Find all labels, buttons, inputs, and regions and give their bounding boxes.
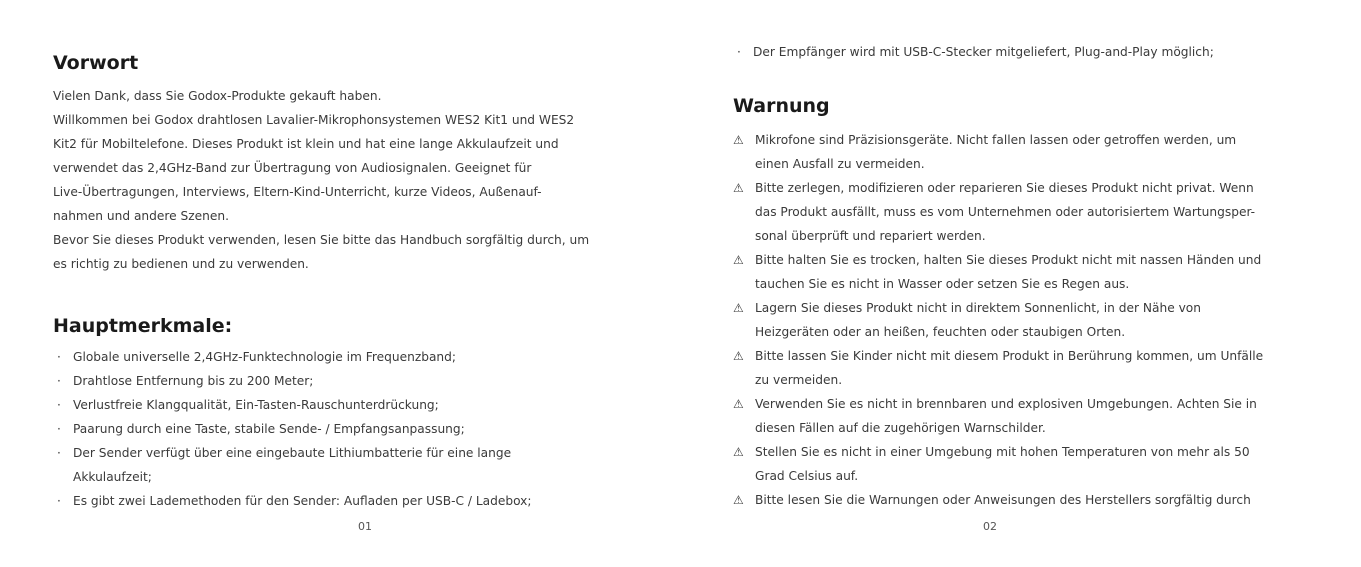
text-line: Bevor Sie dieses Produkt verwenden, lesen Sie bitte das Handbuch sorgfältig durch, um [53, 233, 590, 247]
list-item-line: Drahtlose Entfernung bis zu 200 Meter; [73, 374, 314, 388]
warning-triangle-icon: ⚠ [733, 181, 744, 195]
warning-item [733, 296, 1263, 344]
warning-item-line: zu vermeiden. [755, 373, 843, 387]
warning-item-line: Lagern Sie dieses Produkt nicht in direktem Sonnenlicht, in der Nähe von [755, 301, 1201, 315]
warning-item-line: sonal überprüft und repariert werden. [755, 229, 986, 243]
list-item-line: Akkulaufzeit; [73, 470, 152, 484]
list-item [53, 441, 531, 489]
warning-item [733, 344, 1263, 392]
warning-item [733, 248, 1263, 296]
warning-item-line: Bitte zerlegen, modifizieren oder reparieren Sie dieses Produkt nicht privat. Wenn [755, 181, 1254, 195]
bullet-icon: · [57, 374, 61, 388]
bullet-icon: · [737, 45, 741, 59]
warnings-list [733, 128, 1263, 512]
warning-item-line: Heizgeräten oder an heißen, feuchten oder staubigen Orten. [755, 325, 1126, 339]
bullet-icon: · [57, 446, 61, 460]
features-list [53, 345, 531, 513]
list-item [53, 489, 531, 513]
warning-triangle-icon: ⚠ [733, 253, 744, 267]
list-item-line: Verlustfreie Klangqualität, Ein-Tasten-Rauschunterdrückung; [73, 398, 439, 412]
warning-item-line: Verwenden Sie es nicht in brennbaren und explosiven Umgebungen. Achten Sie in [755, 397, 1257, 411]
list-item [53, 417, 531, 441]
page-number-right: 02 [983, 520, 997, 533]
text-line: verwendet das 2,4GHz-Band zur Übertragung von Audiosignalen. Geeignet für [53, 161, 532, 175]
vorwort-heading: Vorwort [53, 52, 139, 74]
bullet-icon: · [57, 398, 61, 412]
warning-triangle-icon: ⚠ [733, 133, 744, 147]
warning-triangle-icon: ⚠ [733, 493, 744, 507]
warning-item [733, 392, 1263, 440]
warning-triangle-icon: ⚠ [733, 445, 744, 459]
warning-item-line: das Produkt ausfällt, muss es vom Unternehmen oder autorisiertem Wartungsper- [755, 205, 1256, 219]
warning-item [733, 176, 1263, 248]
warning-item-line: Grad Celsius auf. [755, 469, 859, 483]
warning-item-line: tauchen Sie es nicht in Wasser oder setzen Sie es Regen aus. [755, 277, 1130, 291]
warnung-heading: Warnung [733, 95, 830, 117]
warning-item [733, 488, 1263, 512]
list-item [53, 369, 531, 393]
warning-triangle-icon: ⚠ [733, 349, 744, 363]
list-item-line: Paarung durch eine Taste, stabile Sende- / Empfangsanpassung; [73, 422, 465, 436]
text-line: Live-Übertragungen, Interviews, Eltern-Kind-Unterricht, kurze Videos, Außenauf- [53, 185, 542, 199]
receiver-list [733, 40, 1214, 64]
warning-item-line: Stellen Sie es nicht in einer Umgebung mit hohen Temperaturen von mehr als 50 [755, 445, 1250, 459]
text-line: Vielen Dank, dass Sie Godox-Produkte gekauft haben. [53, 89, 382, 103]
warning-item-line: einen Ausfall zu vermeiden. [755, 157, 925, 171]
warning-triangle-icon: ⚠ [733, 397, 744, 411]
list-item-line: Globale universelle 2,4GHz-Funktechnologie im Frequenzband; [73, 350, 456, 364]
warning-triangle-icon: ⚠ [733, 301, 744, 315]
list-item [53, 345, 531, 369]
warning-item-line: Bitte lesen Sie die Warnungen oder Anweisungen des Herstellers sorgfältig durch [755, 493, 1251, 507]
vorwort-text [53, 84, 589, 276]
text-line: Kit2 für Mobiltelefone. Dieses Produkt ist klein und hat eine lange Akkulaufzeit und [53, 137, 559, 151]
warning-item [733, 440, 1263, 488]
bullet-icon: · [57, 350, 61, 364]
text-line: nahmen und andere Szenen. [53, 209, 229, 223]
list-item-line: Der Sender verfügt über eine eingebaute Lithiumbatterie für eine lange [73, 446, 512, 460]
warning-item-line: diesen Fällen auf die zugehörigen Warnschilder. [755, 421, 1046, 435]
text-line: es richtig zu bedienen und zu verwenden. [53, 257, 309, 271]
warning-item [733, 128, 1263, 176]
text-line: Willkommen bei Godox drahtlosen Lavalier-Mikrophonsystemen WES2 Kit1 und WES2 [53, 113, 575, 127]
bullet-icon: · [57, 422, 61, 436]
bullet-icon: · [57, 494, 61, 508]
list-item [53, 393, 531, 417]
hauptmerkmale-heading: Hauptmerkmale: [53, 315, 233, 337]
warning-item-line: Mikrofone sind Präzisionsgeräte. Nicht fallen lassen oder getroffen werden, um [755, 133, 1237, 147]
page-number-left: 01 [358, 520, 372, 533]
list-item-line: Es gibt zwei Lademethoden für den Sender: Aufladen per USB-C / Ladebox; [73, 494, 532, 508]
warning-item-line: Bitte lassen Sie Kinder nicht mit diesem Produkt in Berührung kommen, um Unfälle [755, 349, 1264, 363]
warning-item-line: Bitte halten Sie es trocken, halten Sie dieses Produkt nicht mit nassen Händen und [755, 253, 1262, 267]
list-item: · Der Empfänger wird mit USB-C-Stecker mitgeliefert, Plug-and-Play möglich; [733, 40, 1214, 64]
